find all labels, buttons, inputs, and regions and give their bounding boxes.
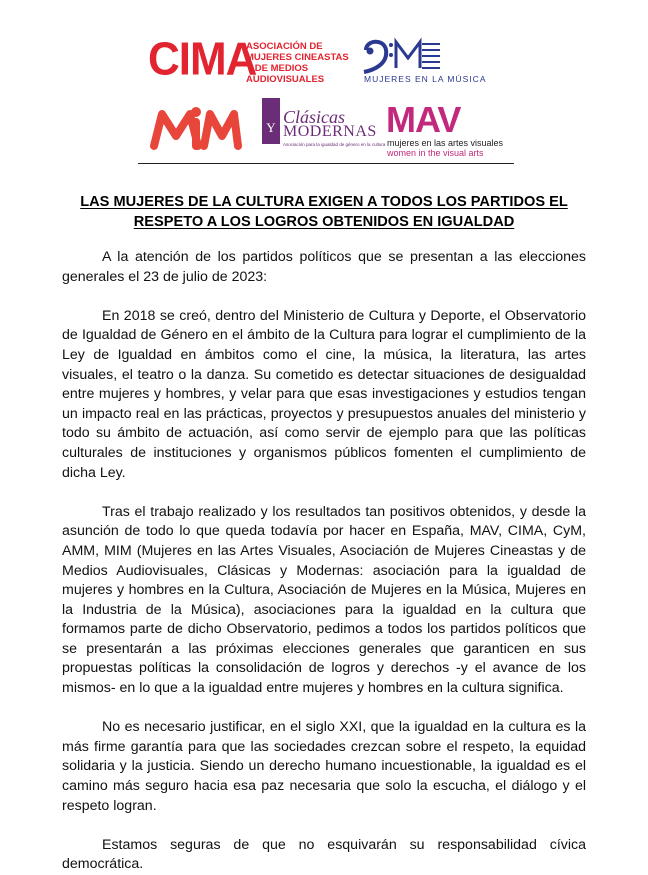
mav-logo-wordmark: MAV <box>386 99 461 140</box>
bass-clef-m-icon <box>362 36 442 74</box>
mim-logo-icon <box>150 106 242 152</box>
mav-logo-line2: women in the visual arts <box>387 148 484 158</box>
document-body <box>62 248 586 875</box>
paragraph-demanda: Tras el trabajo realizado y los resultados tan positivos obtenidos, y desde la asunción de todo lo que queda todavía por hacer en España, MAV, CIMA, CyM, AMM, MIM (Mujeres en las Artes Visuales, Asociación de Mujeres Cineastas y de Medios Audiovisuales, Clásicas y Modernas: asociación para la igualdad de mujeres y hombres en la Cultura, Asociación de Mujeres en la Música, Mujeres en la Industria de la Música), asociaciones para la igualdad en la cultura que formamos parte de dicho Observatorio, pedimos a todos los partidos políticos que se presentarán a las próximas elecciones generales que garanticen en sus propuestas políticas la consolidación de logros y derechos -y el avance de los mismos- en lo que a la igualdad entre mujeres y hombres en la cultura significa. <box>62 503 586 697</box>
mujeres-musica-caption: MUJERES EN LA MÚSICA <box>364 74 487 84</box>
paragraph-observatorio: En 2018 se creó, dentro del Ministerio de Cultura y Deporte, el Observatorio de Igualdad de Género en el ámbito de la Cultura para lograr el cumplimiento de la Ley de Igualdad en ámbitos como el cine, la música, la literatura, las artes visuales, el teatro o la danza. Su cometido es detectar situaciones de desigualdad entre mujeres y hombres, y velar para que esas investigaciones y estudios tengan un impacto real en las prácticas, proyectos y presupuestos anuales del ministerio y todo su ámbito de actuación, así como servir de ejemplo para que las políticas culturales de instituciones y organismos públicos fomenten el cumplimiento de dicha Ley. <box>62 307 586 481</box>
paragraph-igualdad: No es necesario justificar, en el siglo XXI, que la igualdad en la cultura es la más firme garantía para que las sociedades crezcan sobre el respeto, la equidad solidaria y la justicia. Siendo un derecho humano incuestionable, la igualdad es el camino más seguro hacia esa paz necesaria que solo la escucha, el diálogo y el respeto logran. <box>62 719 586 814</box>
clasicas-modernas-tagline: Asociación para la igualdad de género en la cultura <box>283 142 386 147</box>
paragraph-intro: A la atención de los partidos políticos que se presentan a las elecciones generales el 23 de julio de 2023: <box>62 249 586 285</box>
cima-logo-description: ASOCIACIÓN DE MUJERES CINEASTAS Y DE MEDIOS AUDIOVISUALES <box>246 41 349 85</box>
logo-banner <box>0 0 648 165</box>
mav-logo-line1: mujeres en las artes visuales <box>387 138 504 148</box>
cima-logo-wordmark: CIMA <box>148 33 257 86</box>
header-divider <box>138 163 514 164</box>
document-title: LAS MUJERES DE LA CULTURA EXIGEN A TODOS LOS PARTIDOS EL RESPETO A LOS LOGROS OBTENIDOS EN IGUALDAD <box>80 194 568 230</box>
paragraph-cierre: Estamos seguras de que no esquivarán su responsabilidad cívica democrática. <box>62 836 586 873</box>
clasicas-modernas-line2: MODERNAS <box>283 123 377 140</box>
svg-text:Y: Y <box>266 120 276 135</box>
clasicas-modernas-icon <box>262 98 282 144</box>
clasicas-modernas-line1: Clásicas <box>283 107 346 127</box>
